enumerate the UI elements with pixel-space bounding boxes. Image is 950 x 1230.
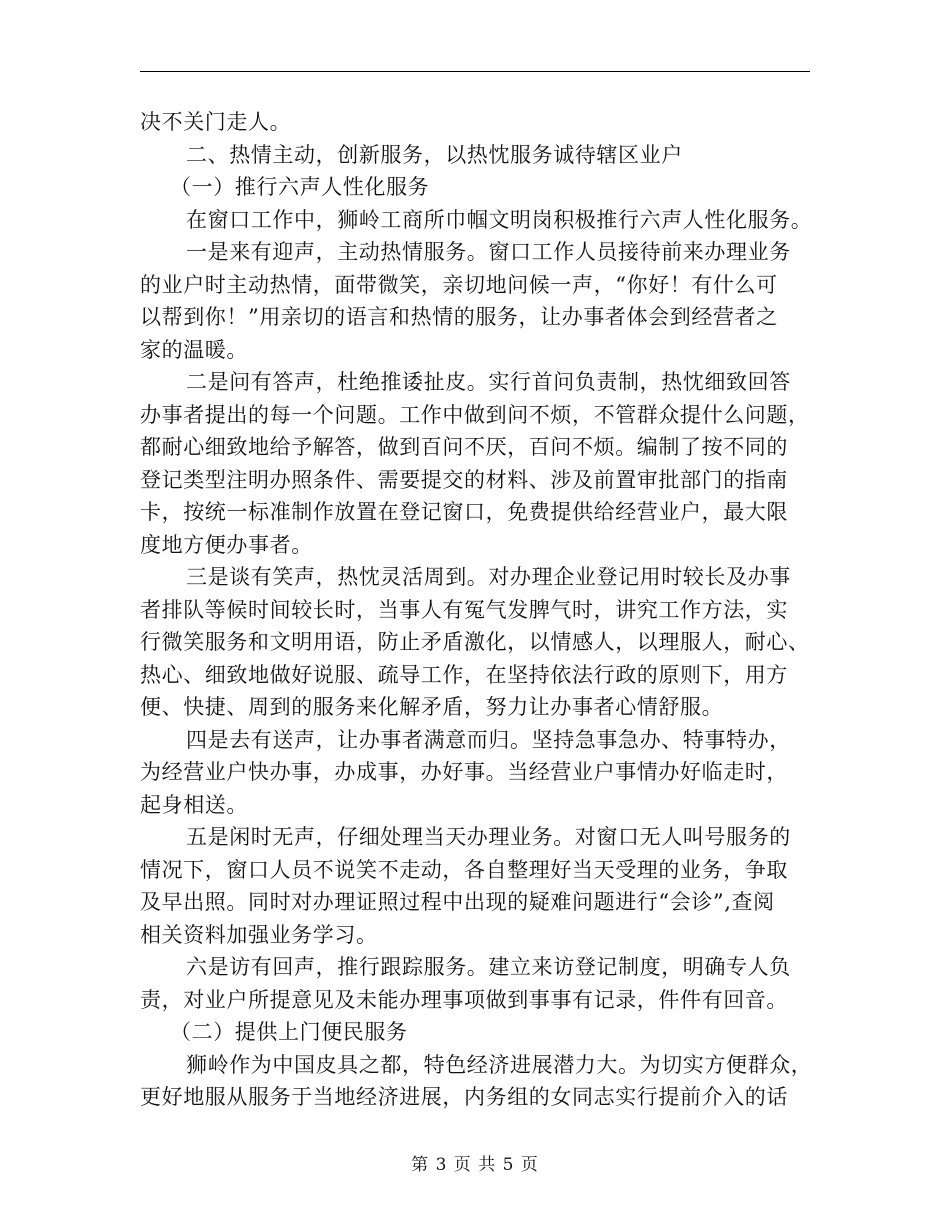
paragraph-line: 为经营业户快办事，办成事，办好事。当经营业户事情办好临走时， [140,760,788,784]
paragraph-line: 者排队等候时间较长时，当事人有冤气发脾气时，讲究工作方法，实 [140,597,788,622]
paragraph-line: 都耐心细致地给予解答，做到百问不厌，百问不烦。编制了按不同的 [140,435,788,459]
subsection-heading: （二）提供上门便民服务 [170,1020,408,1044]
paragraph-line: 度地方便办事者。 [140,532,313,557]
paragraph-line: 五是闲时无声，仔细处理当天办理业务。对窗口无人叫号服务的 [186,825,791,849]
page-footer: 第 3 页 共 5 页 [411,1155,539,1175]
header-rule [140,71,810,72]
document-body [140,106,813,1114]
paragraph-line: 便、快捷、周到的服务来化解矛盾，努力让办事者心情舒服。 [140,695,724,719]
paragraph-line: 一是来有迎声，主动热情服务。窗口工作人员接待前来办理业务 [186,240,791,264]
paragraph-line: 的业户时主动热情，面带微笑，亲切地问候一声，“你好！有什么可 [140,272,778,297]
paragraph-line: 起身相送。 [140,792,248,817]
paragraph-line: 热心、细致地做好说服、疏导工作，在坚持依法行政的原则下，用方 [140,662,788,687]
paragraph-line: 情况下，窗口人员不说笑不走动，各自整理好当天受理的业务，争取 [140,857,788,882]
paragraph-line: 责，对业户所提意见及未能办理事项做到事事有记录，件件有回音。 [140,987,788,1012]
paragraph-line: 狮岭作为中国皮具之都，特色经济进展潜力大。为切实方便群众， [186,1052,813,1077]
paragraph-line: 四是去有送声，让办事者满意而归。坚持急事急办、特事特办， [186,727,791,752]
paragraph-line: 以帮到你！”用亲切的语言和热情的服务，让办事者体会到经营者之 [140,305,778,329]
paragraph-line: 更好地服从服务于当地经济进展，内务组的女同志实行提前介入的话 [140,1085,788,1109]
paragraph-line: 行微笑服务和文明用语，防止矛盾激化，以情感人，以理服人，耐心、 [140,630,810,654]
paragraph-line: 卡，按统一标准制作放置在登记窗口，免费提供给经营业户，最大限 [140,500,788,524]
paragraph-line: 登记类型注明办照条件、需要提交的材料、涉及前置审批部门的指南 [140,467,788,492]
paragraph-line: 及早出照。同时对办理证照过程中出现的疑难问题进行“会诊”,查阅 [140,890,775,914]
paragraph-line: 二是问有答声，杜绝推诿扯皮。实行首问负责制，热忱细致回答 [186,370,791,394]
subsection-heading: （一）推行六声人性化服务 [170,175,430,199]
section-heading: 二、热情主动，创新服务，以热忱服务诚待辖区业户 [186,142,683,167]
paragraph-line: 办事者提出的每一个问题。工作中做到问不烦，不管群众提什么问题， [140,402,810,427]
paragraph-line: 六是访有回声，推行跟踪服务。建立来访登记制度，明确专人负 [186,955,791,979]
paragraph-line: 决不关门走人。 [140,110,292,134]
paragraph-line: 在窗口工作中，狮岭工商所巾帼文明岗积极推行六声人性化服务。 [186,207,813,232]
paragraph-line: 三是谈有笑声，热忱灵活周到。对办理企业登记用时较长及办事 [186,565,791,589]
paragraph-line: 相关资料加强业务学习。 [140,922,378,947]
paragraph-line: 家的温暖。 [140,337,248,362]
